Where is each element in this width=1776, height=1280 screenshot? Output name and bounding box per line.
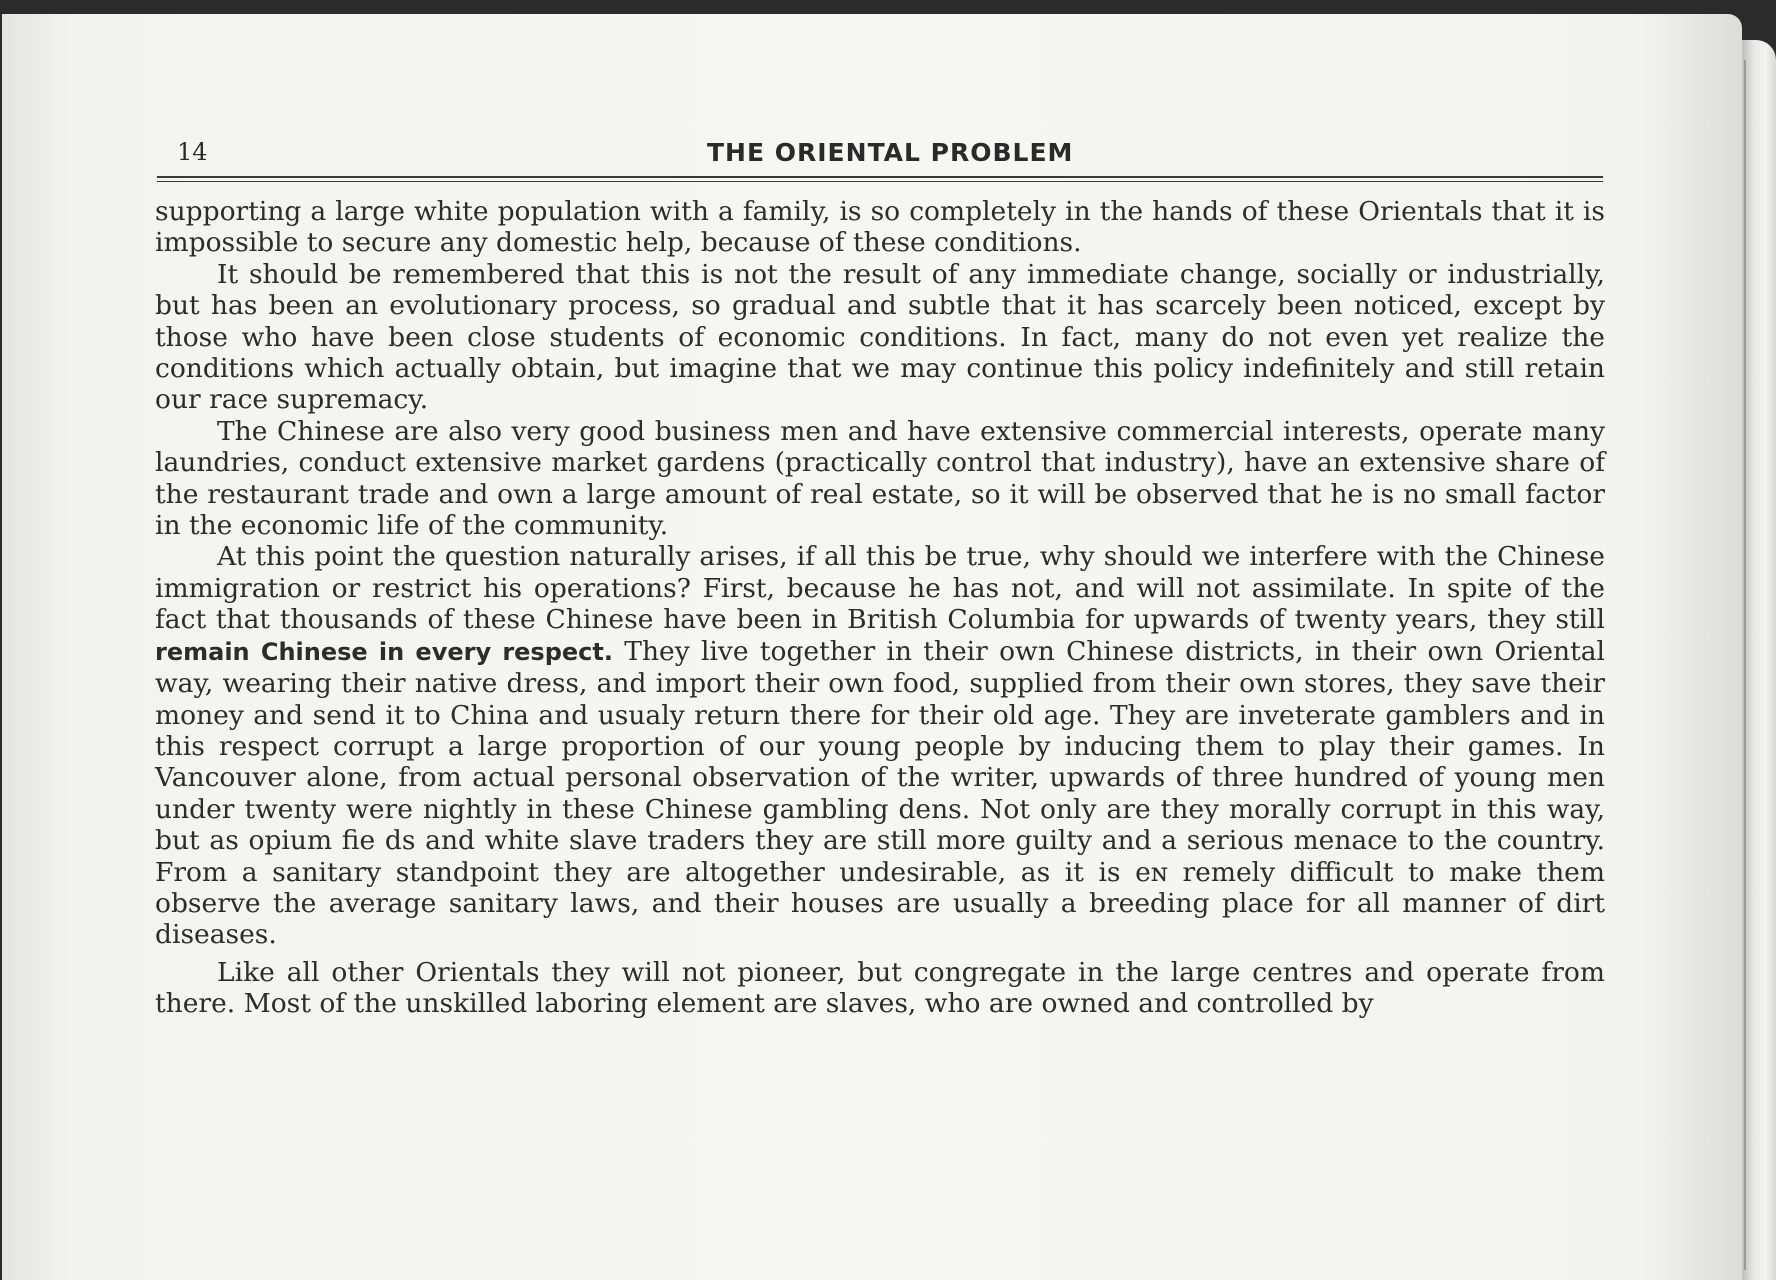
running-title: THE ORIENTAL PROBLEM [707, 138, 1074, 167]
paragraph-2: It should be remembered that this is not the result of any immediate change, socially or industrially, but has been an evolutionary process, so gradual and subtle that it has scarcely been noticed, except by those who have been close students of economic conditions. In fact, many do not even yet realize the conditions which actually obtain, but imagine that we may continue this policy indefinitely and still retain our race supremacy. [155, 258, 1605, 416]
paragraph-1: supporting a large white population with a family, is so completely in the hands of these Orientals that it is impossible to secure any domestic help, because of these conditions. [155, 196, 1605, 259]
paragraph-4-emphasis: remain Chinese in every respect. [155, 637, 613, 666]
paragraph-5: Like all other Orientals they will not pioneer, but congregate in the large centres and operate from there. Most of the unskilled laboring element are slaves, who are owned and controlled by [155, 956, 1605, 1020]
paragraph-4-text-start: At this point the question naturally arises, if all this be true, why should we interfere with the Chinese immigration or restrict his operations? First, because he has not, and will not assimilate. In spite of the fact that thousands of these Chinese have been in British Columbia for upwards of twenty years, they still [155, 541, 1605, 636]
page-header [157, 138, 1603, 178]
paragraph-4 [155, 541, 1605, 950]
paragraph-4-text-end: They live together in their own Chinese districts, in their own Oriental way, wearing their native dress, and import their own food, supplied from their own stores, they save their money and send it to China and usualy return there for their old age. They are inveterate gamblers and in this respect corrupt a large proportion of our young people by inducing them to play their games. In Vancouver alone, from actual personal observation of the writer, upwards of three hundred of young men under twenty were nightly in these Chinese gambling dens. Not only are they morally corrupt in this way, but as opium fie ds and white slave traders they are still more guilty and a serious menace to the country. From a sanitary standpoint they are altogether undesirable, as it is eɴ remely difficult to make them observe the average sanitary laws, and their houses are usually a breeding place for all manner of dirt diseases. [155, 635, 1605, 951]
page-number: 14 [177, 138, 208, 166]
header-rule-thin [157, 181, 1603, 182]
page-fold-line [1744, 60, 1746, 1270]
paragraph-3: The Chinese are also very good business men and have extensive commercial interests, operate many laundries, conduct extensive market gardens (practically control that industry), have an extensive share of the restaurant trade and own a large amount of real estate, so it will be observed that he is no small factor in the economic life of the community. [155, 415, 1605, 542]
header-rule-thick [157, 176, 1603, 178]
page-body [155, 196, 1605, 1020]
page-edge [1742, 40, 1776, 1280]
